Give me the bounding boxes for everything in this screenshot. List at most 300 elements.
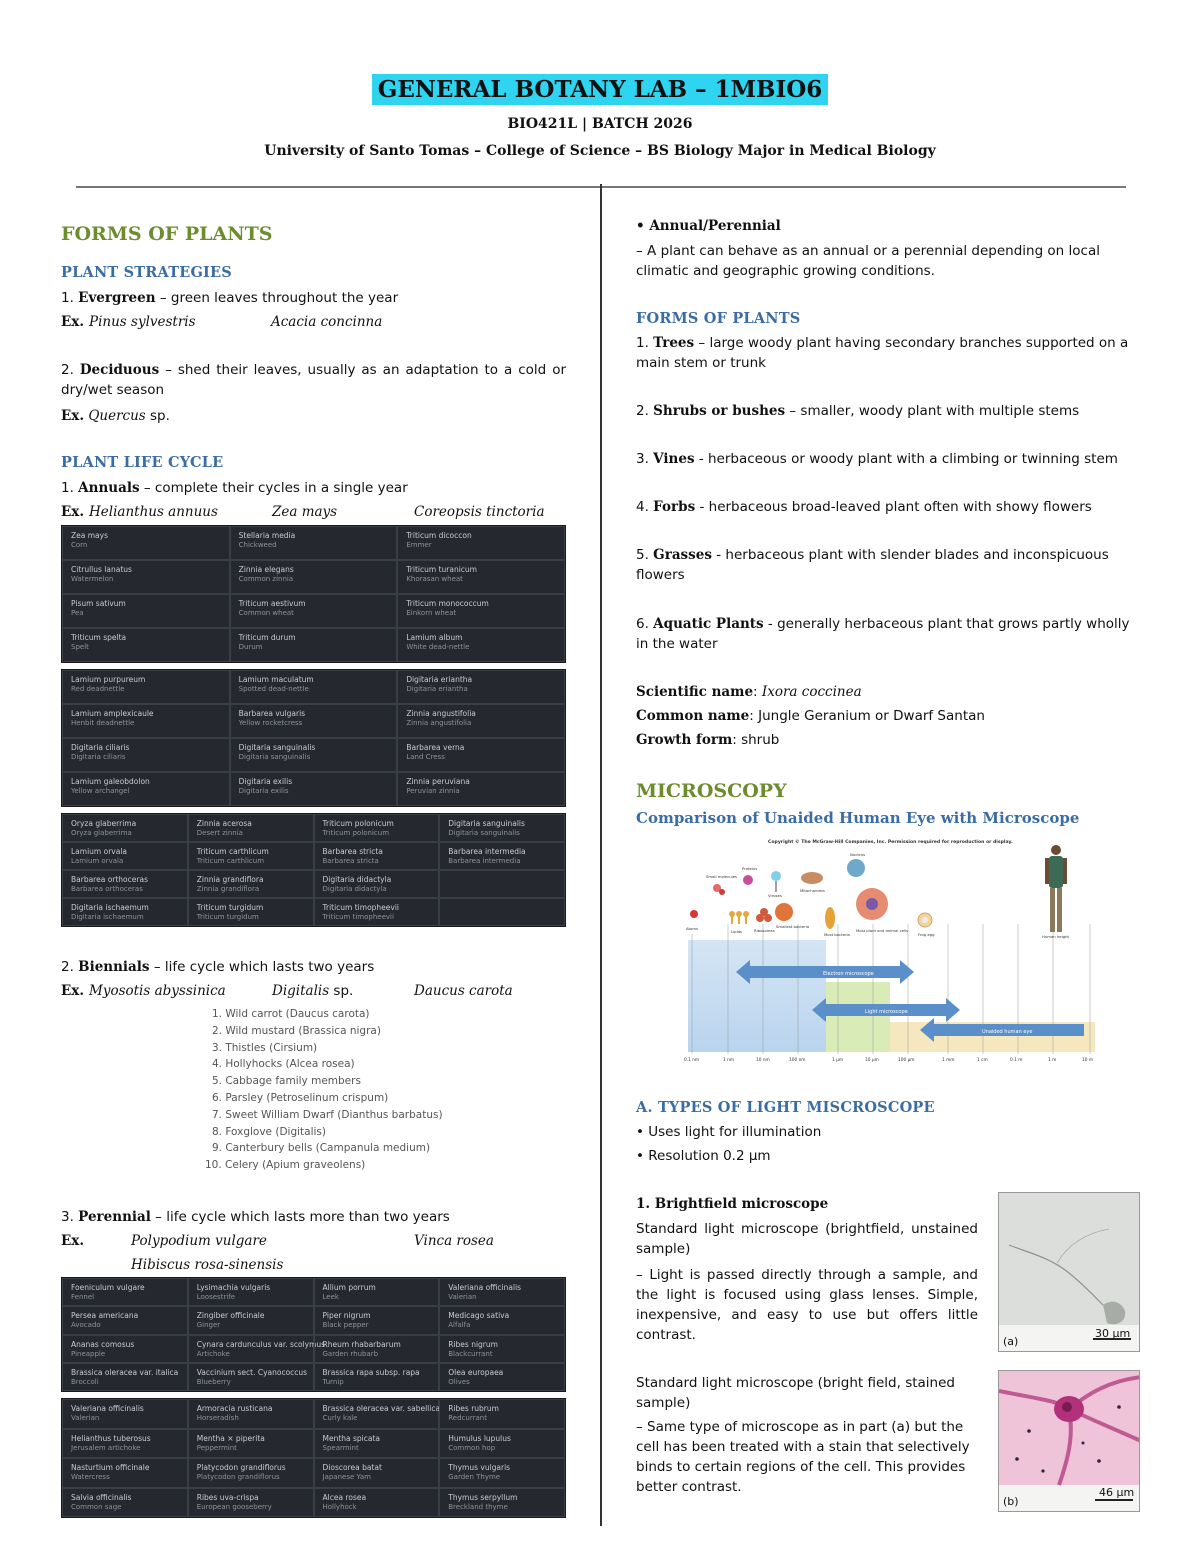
scientific-name-cell: Alcea rosea [322,1492,367,1502]
scientific-name-cell: Triticum spelta [71,633,127,642]
label-frog-egg: Frog egg [918,932,935,937]
common-name-cell: Pineapple [71,1349,106,1358]
scientific-name-cell: Digitaria sanguinalis [448,819,525,828]
scale-tick: 1 cm [977,1058,988,1063]
lipids-icon [729,911,749,924]
scientific-name-cell: Dioscorea batat [322,1463,382,1472]
trees-item: 1. Trees – large woody plant having secondary branches supported on a main stem or trunk [636,335,1129,371]
table-cell [439,1429,565,1459]
table-cell [62,898,188,926]
plant-life-cycle-heading: PLANT LIFE CYCLE [61,454,224,471]
common-name-cell: Red deadnettle [71,685,125,693]
scientific-name-cell: Triticum monococcum [406,599,489,608]
scientific-name-cell: Lamium maculatum [238,675,314,684]
scientific-name-cell: Lamium album [406,633,463,642]
table-cell [230,594,398,628]
scientific-name-cell: Valeriana officinalis [71,1404,144,1413]
scientific-name-cell: Digitaria eriantha [406,675,473,684]
grasses-item: 5. Grasses - herbaceous plant with slender blades and inconspicuous flowers [636,547,1109,583]
common-name-cell: Zinnia angustifolia [406,719,472,727]
deciduous-item: 2. Deciduous – shed their leaves, usually as an adaptation to a cold or dry/wet season [61,362,567,398]
common-name-cell: Breckland thyme [448,1502,508,1511]
brightfield-unstained-title: Standard light microscope (brightfield, unstained sample) [636,1221,978,1257]
common-name-cell: Einkorn wheat [406,609,457,617]
common-name-cell: Barbarea orthoceras [71,885,143,893]
light-band [826,982,890,1052]
table-cell [314,870,440,898]
brightfield-stained-title: Standard light microscope (bright field, stained sample) [636,1375,955,1411]
table-cell [62,1458,188,1488]
table-cell [188,1429,314,1459]
scientific-name-cell: Zinnia acerosa [196,819,252,828]
scale-tick: 10 nm [756,1058,770,1063]
table-cell [314,1335,440,1363]
table-cell [62,594,230,628]
brightfield-heading: 1. Brightfield microscope [636,1196,829,1212]
scientific-name-cell: Triticum aestivum [238,599,306,608]
scientific-name-cell: Triticum turanicum [406,565,477,574]
common-name-cell: Yellow rocketcress [238,719,303,727]
common-name-cell: Digitaria ischaemum [71,913,144,921]
table-cell [314,1399,440,1429]
list-item: 9. Canterbury bells (Campanula medium) [212,1142,431,1155]
table-cell [314,842,440,870]
common-name-cell: Garden Thyme [448,1473,501,1481]
scientific-name-cell: Salvia officinalis [71,1492,132,1502]
common-name-cell: Digitaria didactyla [322,885,387,893]
comparison-heading: Comparison of Unaided Human Eye with Microscope [636,809,1080,827]
common-name-cell: Henbit deadnettle [71,719,135,727]
scientific-name-cell: Thymus vulgaris [448,1463,511,1472]
scientific-name-cell: Persea americana [71,1311,139,1321]
common-name-cell: Peppermint [196,1443,237,1452]
scientific-name-cell: Zea mays [71,531,108,540]
annual-perennial-desc: – A plant can behave as an annual or a perennial depending on local climatic and geographic growing conditions. [636,243,1100,279]
table-cell [62,842,188,870]
table-cell [62,670,230,704]
table-cell [439,898,565,926]
annual-perennial-term: • Annual/Perennial [636,218,781,234]
scale-tick: 100 µm [898,1058,915,1063]
label-most-cells: Most plant and animal cells [856,928,909,933]
common-name-cell: Pea [71,609,84,617]
common-name-cell: Jerusalem artichoke [71,1443,141,1452]
scientific-name-cell: Ananas comosus [71,1339,135,1349]
scientific-name-cell: Allium porrum [322,1283,376,1292]
scale-tick: 1 µm [832,1058,844,1063]
label-atoms: Atoms [686,926,699,931]
scientific-name-cell: Lamium orvala [71,847,127,856]
microscopy-heading: MICROSCOPY [636,780,787,802]
micrograph-b-scale: 46 µm [1099,1486,1135,1499]
most-bacteria-icon [825,907,835,929]
scientific-name-cell: Lysimachia vulgaris [196,1283,271,1292]
scale-tick: 1 nm [723,1058,735,1063]
table-cell [230,560,398,594]
table-cell [314,1488,440,1518]
protein-icon [743,875,753,885]
scientific-name-cell: Triticum turgidum [196,903,264,912]
scientific-name-cell: Oryza glaberrima [71,819,137,828]
common-name-cell: Digitaria sanguinalis [238,753,311,761]
common-name-cell: Digitaria exilis [238,787,289,795]
document-title: GENERAL BOTANY LAB – 1MBIO6 [0,76,1200,103]
table-cell [62,1488,188,1518]
scientific-name-cell: Barbarea intermedia [448,847,526,856]
scale-tick: 100 nm [789,1058,806,1063]
types-light-microscope-heading: A. TYPES OF LIGHT MISCROSCOPE [636,1099,935,1116]
table-cell [397,704,565,738]
table-cell [314,1363,440,1391]
common-name-cell: Corn [71,541,88,549]
table-cell [62,704,230,738]
table-cell [439,842,565,870]
table-cell [62,1306,188,1334]
common-name-cell: Spelt [71,643,89,651]
scientific-name-cell: Lamium galeobdolon [71,777,150,786]
perennial-item: 3. Perennial – life cycle which lasts more than two years [61,1209,450,1225]
label-lipids: Lipids [731,929,743,934]
table-cell [188,1335,326,1363]
table-cell [397,738,565,772]
list-item: 7. Sweet William Dwarf (Dianthus barbatus) [212,1108,443,1121]
scale-tick: 1 m [1048,1058,1057,1063]
table-cell [62,1278,188,1306]
micrograph-b-label: (b) [1003,1495,1019,1508]
table-cell [439,1458,565,1488]
scientific-name-cell: Nasturtium officinale [71,1463,150,1472]
label-ribosomes: Ribosomes [754,928,775,933]
table-cell [230,526,398,560]
table-cell [62,870,188,898]
table-cell [439,1363,565,1391]
common-name-cell: Peruvian zinnia [406,787,460,795]
band-label-light: Light microscope [865,1009,908,1015]
micrograph-unstained [998,1192,1140,1352]
scientific-name-cell: Brassica rapa subsp. rapa [322,1367,420,1377]
course-code: BIO421L | BATCH 2026 [507,116,693,132]
smallest-bacteria-icon [775,903,793,921]
scientific-name-cell: Ribes nigrum [448,1339,498,1349]
common-name-cell: Barbarea stricta [322,857,379,865]
scientific-name-cell: Mentha × piperita [196,1433,265,1443]
table-cell [397,594,565,628]
common-name-cell: Artichoke [196,1349,230,1358]
table-cell [397,628,565,662]
common-name-cell: Olives [448,1377,470,1386]
annuals-table-2 [61,669,566,807]
scientific-name-cell: Citrullus lanatus [71,565,132,574]
scientific-name-cell: Zinnia peruviana [406,777,470,786]
scientific-name-cell: Triticum timopheevii [322,903,400,912]
scientific-name-cell: Zingiber officinale [196,1311,265,1321]
micrograph-stained [998,1370,1140,1512]
scientific-name-cell: Armoracia rusticana [196,1404,273,1413]
scale-tick: 0.1 nm [684,1058,700,1063]
common-name-cell: Loosestrife [196,1293,236,1301]
common-name-cell: Common sage [71,1502,122,1511]
common-name: Common name: Jungle Geranium or Dwarf Santan [636,708,985,724]
common-name-cell: Turnip [322,1377,344,1386]
human-icon [1045,845,1067,932]
scientific-name-cell: Barbarea vulgaris [238,709,306,718]
scientific-name-cell: Platycodon grandiflorus [196,1463,286,1472]
table-cell [397,526,565,560]
scale-tick: 0.1 m [1010,1058,1023,1063]
table-cell [397,772,565,806]
types-bullet-1: • Uses light for illumination [636,1124,822,1140]
scientific-name-cell: Ribes uva-crispa [196,1492,259,1502]
common-name-cell: Blueberry [196,1377,231,1386]
annuals-examples: Ex. Helianthus annuus Zea mays Coreopsis tinctoria [61,504,545,520]
common-name-cell: Hollyhock [322,1502,357,1511]
common-name-cell: Oryza glaberrima [71,829,132,837]
types-bullet-2: • Resolution 0.2 µm [636,1148,771,1164]
common-name-cell: Valerian [448,1293,477,1301]
common-name-cell: Valerian [71,1414,100,1422]
scientific-name-cell: Piper nigrum [322,1311,371,1321]
scientific-name-cell: Digitaria sanguinalis [238,743,316,752]
table-cell [439,814,565,842]
list-item: 4. Hollyhocks (Alcea rosea) [212,1058,355,1071]
scientific-name-cell: Humulus lupulus [448,1433,511,1443]
common-name-cell: Watercress [71,1473,110,1481]
shrubs-item: 2. Shrubs or bushes – smaller, woody plant with multiple stems [636,403,1080,419]
list-item: 3. Thistles (Cirsium) [212,1041,318,1054]
perennial-table-2 [61,1398,566,1518]
common-name-cell: Triticum timopheevii [322,913,394,921]
scientific-name-cell: Cynara cardunculus var. scolymus [196,1339,326,1349]
table-cell [397,670,565,704]
scientific-name-cell: Triticum dicoccon [406,531,472,540]
scientific-name-cell: Helianthus tuberosus [71,1433,151,1443]
scientific-name-cell: Foeniculum vulgare [71,1283,145,1292]
plant-strategies-heading: PLANT STRATEGIES [61,264,232,281]
brightfield-stained-desc: – Same type of microscope as in part (a) but the cell has been treated with a stain that selectively binds to certain regions of the cell. This provides better contrast. [636,1419,970,1495]
brightfield-unstained-desc: – Light is passed directly through a sample, and the light is focused using glass lenses. Simple, inexpensive, and easy to use but offers little contrast. [636,1267,978,1343]
table-cell [314,898,440,926]
table-cell [439,1335,565,1363]
annuals-item: 1. Annuals – complete their cycles in a single year [61,480,408,496]
common-name-cell: Spotted dead-nettle [238,685,309,693]
aquatic-item: 6. Aquatic Plants - generally herbaceous plant that grows partly wholly in the water [636,616,1130,652]
common-name-cell: Leek [322,1293,339,1301]
scientific-name-cell: Triticum carthlicum [196,847,269,856]
table-cell [62,526,230,560]
forms-of-plants-subheading: FORMS OF PLANTS [636,310,801,327]
common-name-cell: Alfalfa [448,1321,471,1330]
common-name-cell: Garden rhubarb [322,1349,379,1358]
table-cell [314,1458,440,1488]
perennial-table-1 [61,1277,566,1392]
table-cell [230,772,398,806]
common-name-cell: Triticum polonicum [322,829,390,837]
list-item: 8. Foxglove (Digitalis) [212,1125,326,1138]
perennial-examples: Ex. Polypodium vulgare Vinca rosea Hibiscus rosa-sinensis [61,1233,494,1273]
common-name-cell: Khorasan wheat [406,575,463,583]
scientific-name-cell: Mentha spicata [322,1433,381,1443]
table-cell [188,1363,314,1391]
scale-tick: 10 m [1082,1058,1094,1063]
table-cell [62,772,230,806]
table-cell [439,1399,565,1429]
scale-tick: 10 µm [865,1058,879,1063]
micrograph-a-scale: 30 µm [1095,1327,1131,1340]
common-name-cell: Broccoli [71,1377,99,1386]
common-name-cell: Spearmint [322,1443,359,1452]
common-name-cell: Yellow archangel [71,787,130,795]
common-name-cell: Horseradish [196,1414,239,1422]
scientific-name-cell: Digitaria ciliaris [71,743,130,752]
scientific-name-cell: Lamium purpureum [71,675,146,684]
scientific-name-cell: Pisum sativum [71,599,126,608]
label-smallest-bacteria: Smallest bacteria [776,924,810,929]
common-name-cell: Digitaria sanguinalis [448,829,520,837]
table-cell [439,1306,565,1334]
biennial-list [205,1006,443,1174]
band-label-eye: Unaided human eye [982,1029,1033,1035]
mitochondria-icon [801,872,823,884]
scientific-name-cell: Barbarea stricta [322,847,383,856]
label-human-height: Human height [1042,934,1070,939]
common-name-cell: White dead-nettle [406,643,470,651]
common-name-cell: Triticum carthlicum [196,857,265,865]
deciduous-examples: Ex. Quercus sp. [61,408,170,424]
table-cell [62,1429,188,1459]
common-name-cell: Watermelon [71,575,114,583]
size-scale-figure [680,832,1098,1064]
table-cell [439,1278,565,1306]
table-cell [188,1399,314,1429]
common-name-cell: Lamium orvala [71,857,124,865]
common-name-cell: Platycodon grandiflorus [196,1473,280,1481]
scientific-name-cell: Barbarea verna [406,743,465,752]
scientific-name-cell: Brassica oleracea var. sabellica [322,1404,441,1413]
figure-copyright: Copyright © The McGraw-Hill Companies, Inc. Permission required for reproduction or display. [768,840,1013,845]
common-name-cell: Emmer [406,541,432,549]
scientific-name-cell: Vaccinium sect. Cyanococcus [196,1367,308,1377]
evergreen-item: 1. Evergreen – green leaves throughout the year [61,290,399,306]
nucleus-icon [847,859,865,877]
list-item: 10. Celery (Apium graveolens) [205,1159,366,1172]
table-cell [62,560,230,594]
common-name-cell: Redcurrant [448,1414,487,1422]
table-cell [188,842,314,870]
list-item: 6. Parsley (Petroselinum crispum) [212,1091,389,1104]
table-cell [230,738,398,772]
common-name-cell: European gooseberry [196,1502,272,1511]
forbs-item: 4. Forbs - herbaceous broad-leaved plant often with showy flowers [636,499,1092,515]
growth-form: Growth form: shrub [636,732,780,748]
table-cell [314,814,440,842]
micrograph-a-label: (a) [1003,1335,1019,1348]
scientific-name-cell: Ribes rubrum [448,1404,499,1413]
scientific-name-cell: Medicago sativa [448,1311,510,1321]
table-cell [439,870,565,898]
atom-icon [690,910,698,918]
list-item: 2. Wild mustard (Brassica nigra) [212,1024,381,1037]
table-cell [62,738,230,772]
scientific-name-cell: Brassica oleracea var. italica [71,1367,179,1377]
common-name-cell: Common zinnia [238,575,294,583]
label-mitochondria: Mitochondria [800,888,825,893]
table-cell [188,898,314,926]
common-name-cell: Curly kale [322,1414,358,1422]
table-cell [188,870,314,898]
common-name-cell: Digitaria ciliaris [71,753,126,761]
common-name-cell: Black pepper [322,1321,369,1330]
scientific-name-cell: Olea europaea [448,1367,504,1377]
common-name-cell: Chickweed [238,541,277,549]
ribosome-icon [756,908,772,922]
band-label-electron: Electron microscope [823,971,874,977]
table-cell [62,1399,188,1429]
table-cell [62,1335,188,1363]
annuals-table-3 [61,813,566,927]
table-cell [188,814,314,842]
scientific-name-cell: Zinnia grandiflora [196,875,264,884]
scale-tick: 1 mm [942,1058,955,1063]
common-name-cell: Barbarea intermedia [448,857,521,865]
scientific-name-cell: Triticum durum [238,633,296,642]
common-name-cell: Fennel [71,1293,95,1301]
scientific-name-cell: Valeriana officinalis [448,1283,522,1292]
label-proteins: Proteins [742,866,758,871]
common-name-cell: Triticum turgidum [196,913,259,921]
biennials-examples: Ex. Myosotis abyssinica Digitalis sp. Daucus carota [61,983,513,999]
scientific-name-cell: Rheum rhabarbarum [322,1339,401,1349]
virus-icon [771,871,781,892]
table-cell [397,560,565,594]
scientific-name-cell: Triticum polonicum [322,819,394,828]
common-name-cell: Land Cress [406,753,445,761]
table-cell [188,1306,314,1334]
table-cell [62,814,188,842]
table-cell [314,1306,440,1334]
scientific-name-cell: Zinnia angustifolia [406,709,476,718]
table-cell [62,628,230,662]
common-name-cell: Common wheat [238,609,294,617]
biennials-item: 2. Biennials – life cycle which lasts two years [61,959,375,975]
list-item: 5. Cabbage family members [212,1075,361,1088]
common-name-cell: Durum [238,643,263,651]
label-nucleus: Nucleus [850,852,866,857]
common-name-cell: Blackcurrant [448,1349,493,1358]
scientific-name-cell: Barbarea orthoceras [71,875,148,884]
column-divider [600,184,602,1526]
table-cell [188,1458,314,1488]
table-cell [230,670,398,704]
scientific-name-cell: Zinnia elegans [238,565,294,574]
table-cell [230,628,398,662]
scientific-name-cell: Digitaria ischaemum [71,903,149,912]
common-name-cell: Common hop [448,1443,496,1452]
label-small-molecules: Small molecules [706,874,738,879]
table-cell [314,1278,440,1306]
scientific-name: Scientific name: Ixora coccinea [636,684,862,700]
common-name-cell: Zinnia grandiflora [196,885,260,893]
vines-item: 3. Vines - herbaceous or woody plant with a climbing or twinning stem [636,451,1118,467]
table-cell [188,1488,314,1518]
common-name-cell: Japanese Yam [322,1473,371,1481]
scientific-name-cell: Digitaria exilis [238,777,293,786]
institution-line: University of Santo Tomas – College of Science – BS Biology Major in Medical Biology [264,143,936,159]
evergreen-examples: Ex. Pinus sylvestris Acacia concinna [61,314,383,330]
annuals-table-1 [61,525,566,663]
scientific-name-cell: Stellaria media [238,531,296,540]
scientific-name-cell: Digitaria didactyla [322,875,392,884]
label-viruses: Viruses [768,893,782,898]
